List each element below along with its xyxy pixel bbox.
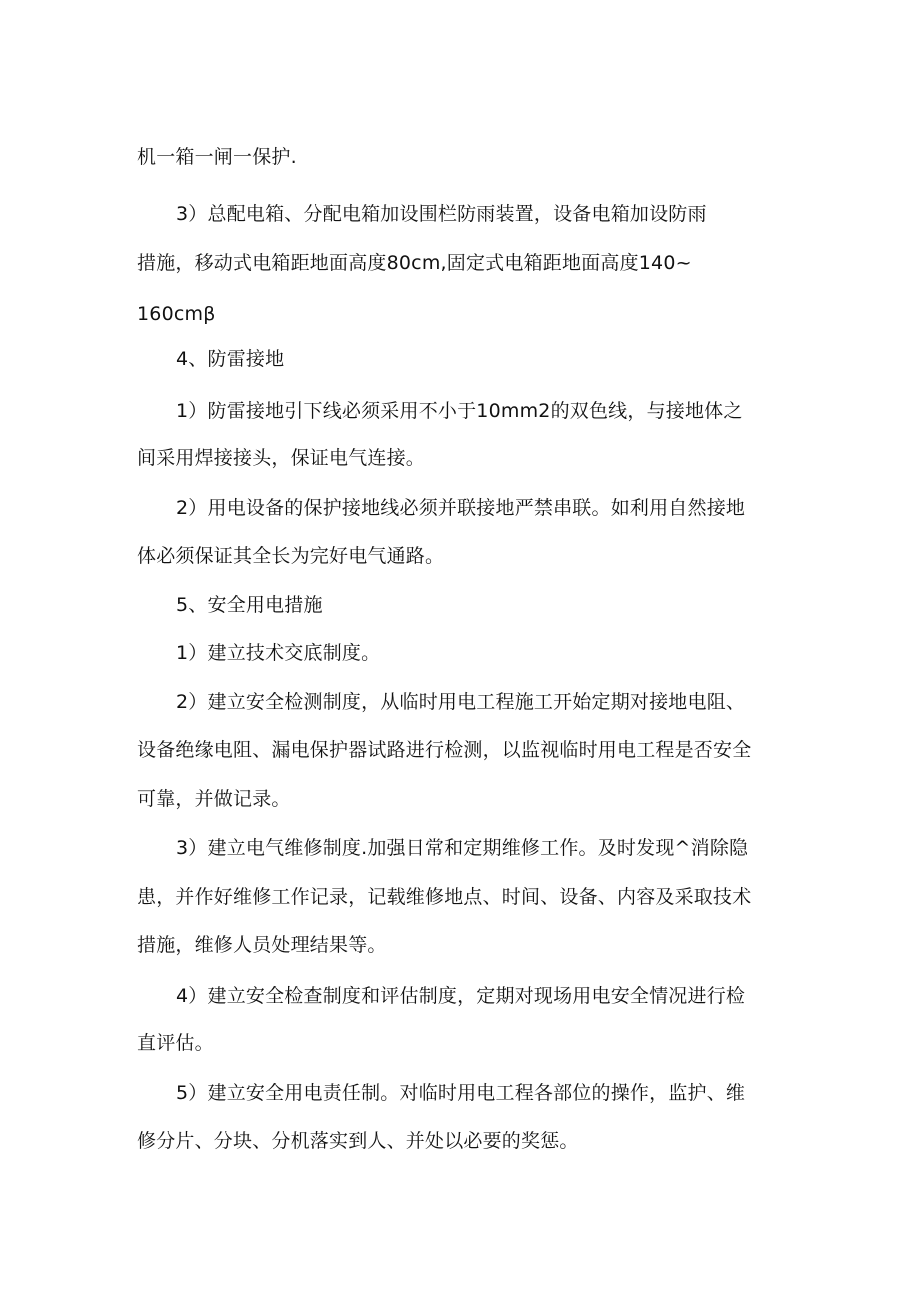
text-line: 1）建立技术交底制度。 [176, 642, 381, 664]
text-line: 3）总配电箱、分配电箱加设围栏防雨装置，设备电箱加设防雨 [176, 203, 707, 225]
text-line: 机一箱一闸一保护. [137, 146, 297, 168]
text-line: 直评估。 [137, 1032, 214, 1054]
text-line: 4）建立安全检查制度和评估制度，定期对现场用电安全情况进行检 [176, 985, 746, 1007]
text-line: 160cmβ [137, 303, 216, 325]
text-line: 间采用焊接接头，保证电气连接。 [137, 447, 426, 469]
text-line: 5）建立安全用电责任制。对临时用电工程各部位的操作，监护、维 [176, 1082, 746, 1104]
text-line: 2）建立安全检测制度，从临时用电工程施工开始定期对接地电阻、 [176, 691, 746, 713]
text-line: 可靠，并做记录。 [137, 788, 291, 810]
text-line: 设备绝缘电阻、漏电保护器试路进行检测，以监视临时用电工程是否安全 [137, 739, 752, 761]
text-line: 2）用电设备的保护接地线必须并联接地严禁串联。如利用自然接地 [176, 497, 746, 519]
section-heading: 4、防雷接地 [176, 348, 285, 370]
text-line: 1）防雷接地引下线必须采用不小于10mm2的双色线，与接地体之 [176, 400, 743, 422]
section-heading: 5、安全用电措施 [176, 594, 323, 616]
text-line: 措施，移动式电箱距地面高度80cm,固定式电箱距地面高度140~ [137, 252, 692, 274]
text-line: 修分片、分块、分机落实到人、并处以必要的奖惩。 [137, 1130, 579, 1152]
text-line: 措施，维修人员处理结果等。 [137, 934, 387, 956]
text-line: 体必须保证其全长为完好电气通路。 [137, 545, 445, 567]
text-line: 患，并作好维修工作记录，记载维修地点、时间、设备、内容及采取技术 [137, 886, 752, 908]
text-line: 3）建立电气维修制度.加强日常和定期维修工作。及时发现^消除隐 [176, 837, 749, 859]
